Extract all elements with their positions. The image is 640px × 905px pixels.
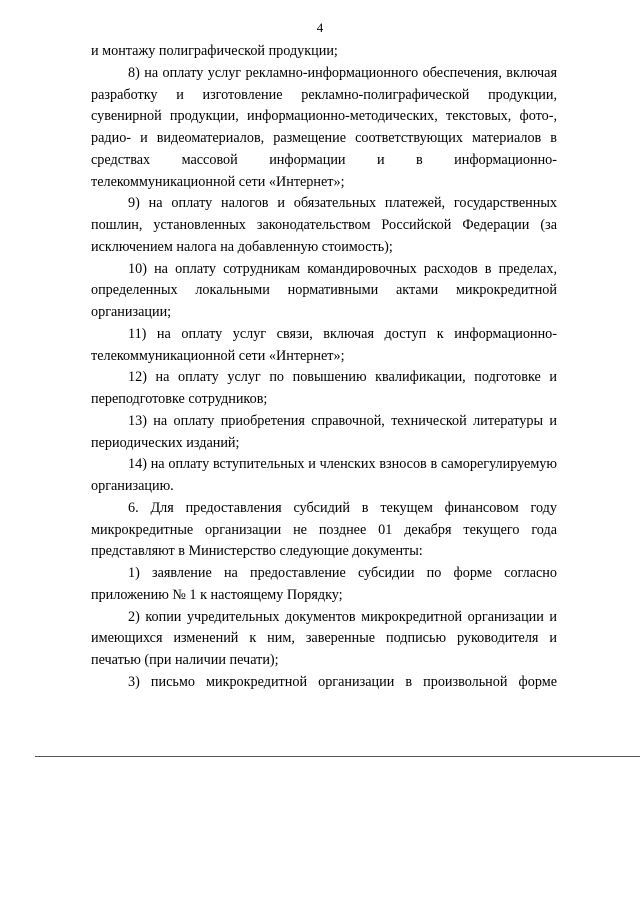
- paragraph-doc-1: 1) заявление на предоставление субсидии по форме согласно приложению № 1 к настоящему Порядку;: [91, 565, 557, 603]
- scan-edge-line: [35, 756, 640, 757]
- paragraph-doc-3: 3) письмо микрокредитной организации в произвольной форме: [128, 673, 557, 690]
- paragraph-continuation: и монтажу полиграфической продукции;: [91, 43, 338, 59]
- paragraph-item-10: 10) на оплату сотрудникам командировочных расходов в пределах, определенных локальными нормативными актами микрокредитной организации;: [91, 260, 557, 320]
- document-body: [91, 41, 557, 694]
- paragraph-item-13: 13) на оплату приобретения справочной, технической литературы и периодических изданий;: [91, 412, 557, 451]
- paragraph-item-14: 14) на оплату вступительных и членских взносов в саморегулируемую организацию.: [91, 456, 557, 494]
- paragraph-item-9: 9) на оплату налогов и обязательных платежей, государственных пошлин, установленных законодательством Российской Федерации (за исключением налога на добавленную стоимость);: [91, 195, 557, 255]
- paragraph-item-12: 12) на оплату услуг по повышению квалификации, подготовке и переподготовке сотрудников;: [91, 369, 557, 407]
- paragraph-doc-2: 2) копии учредительных документов микрокредитной организации и имеющихся изменений к ним, заверенные подписью руководителя и печатью (при наличии печати);: [91, 608, 557, 668]
- paragraph-section-6: 6. Для предоставления субсидий в текущем финансовом году микрокредитные организации не позднее 01 декабря текущего года представляют в Министерство следующие документы:: [91, 499, 557, 560]
- page-number: 4: [316, 20, 324, 35]
- paragraph-item-8: 8) на оплату услуг рекламно-информационного обеспечения, включая разработку и изготовление рекламно-полиграфической продукции, сувенирной продукции, информационно-методических, текстовых, фото-, радио- и видеоматериалов, размещение соответствующих материалов в средствах массовой информации и в информационно-телекоммуникационной сети «Интернет»;: [91, 64, 557, 190]
- paragraph-item-11: 11) на оплату услуг связи, включая доступ к информационно-телекоммуникационной сети «Интернет»;: [91, 325, 557, 364]
